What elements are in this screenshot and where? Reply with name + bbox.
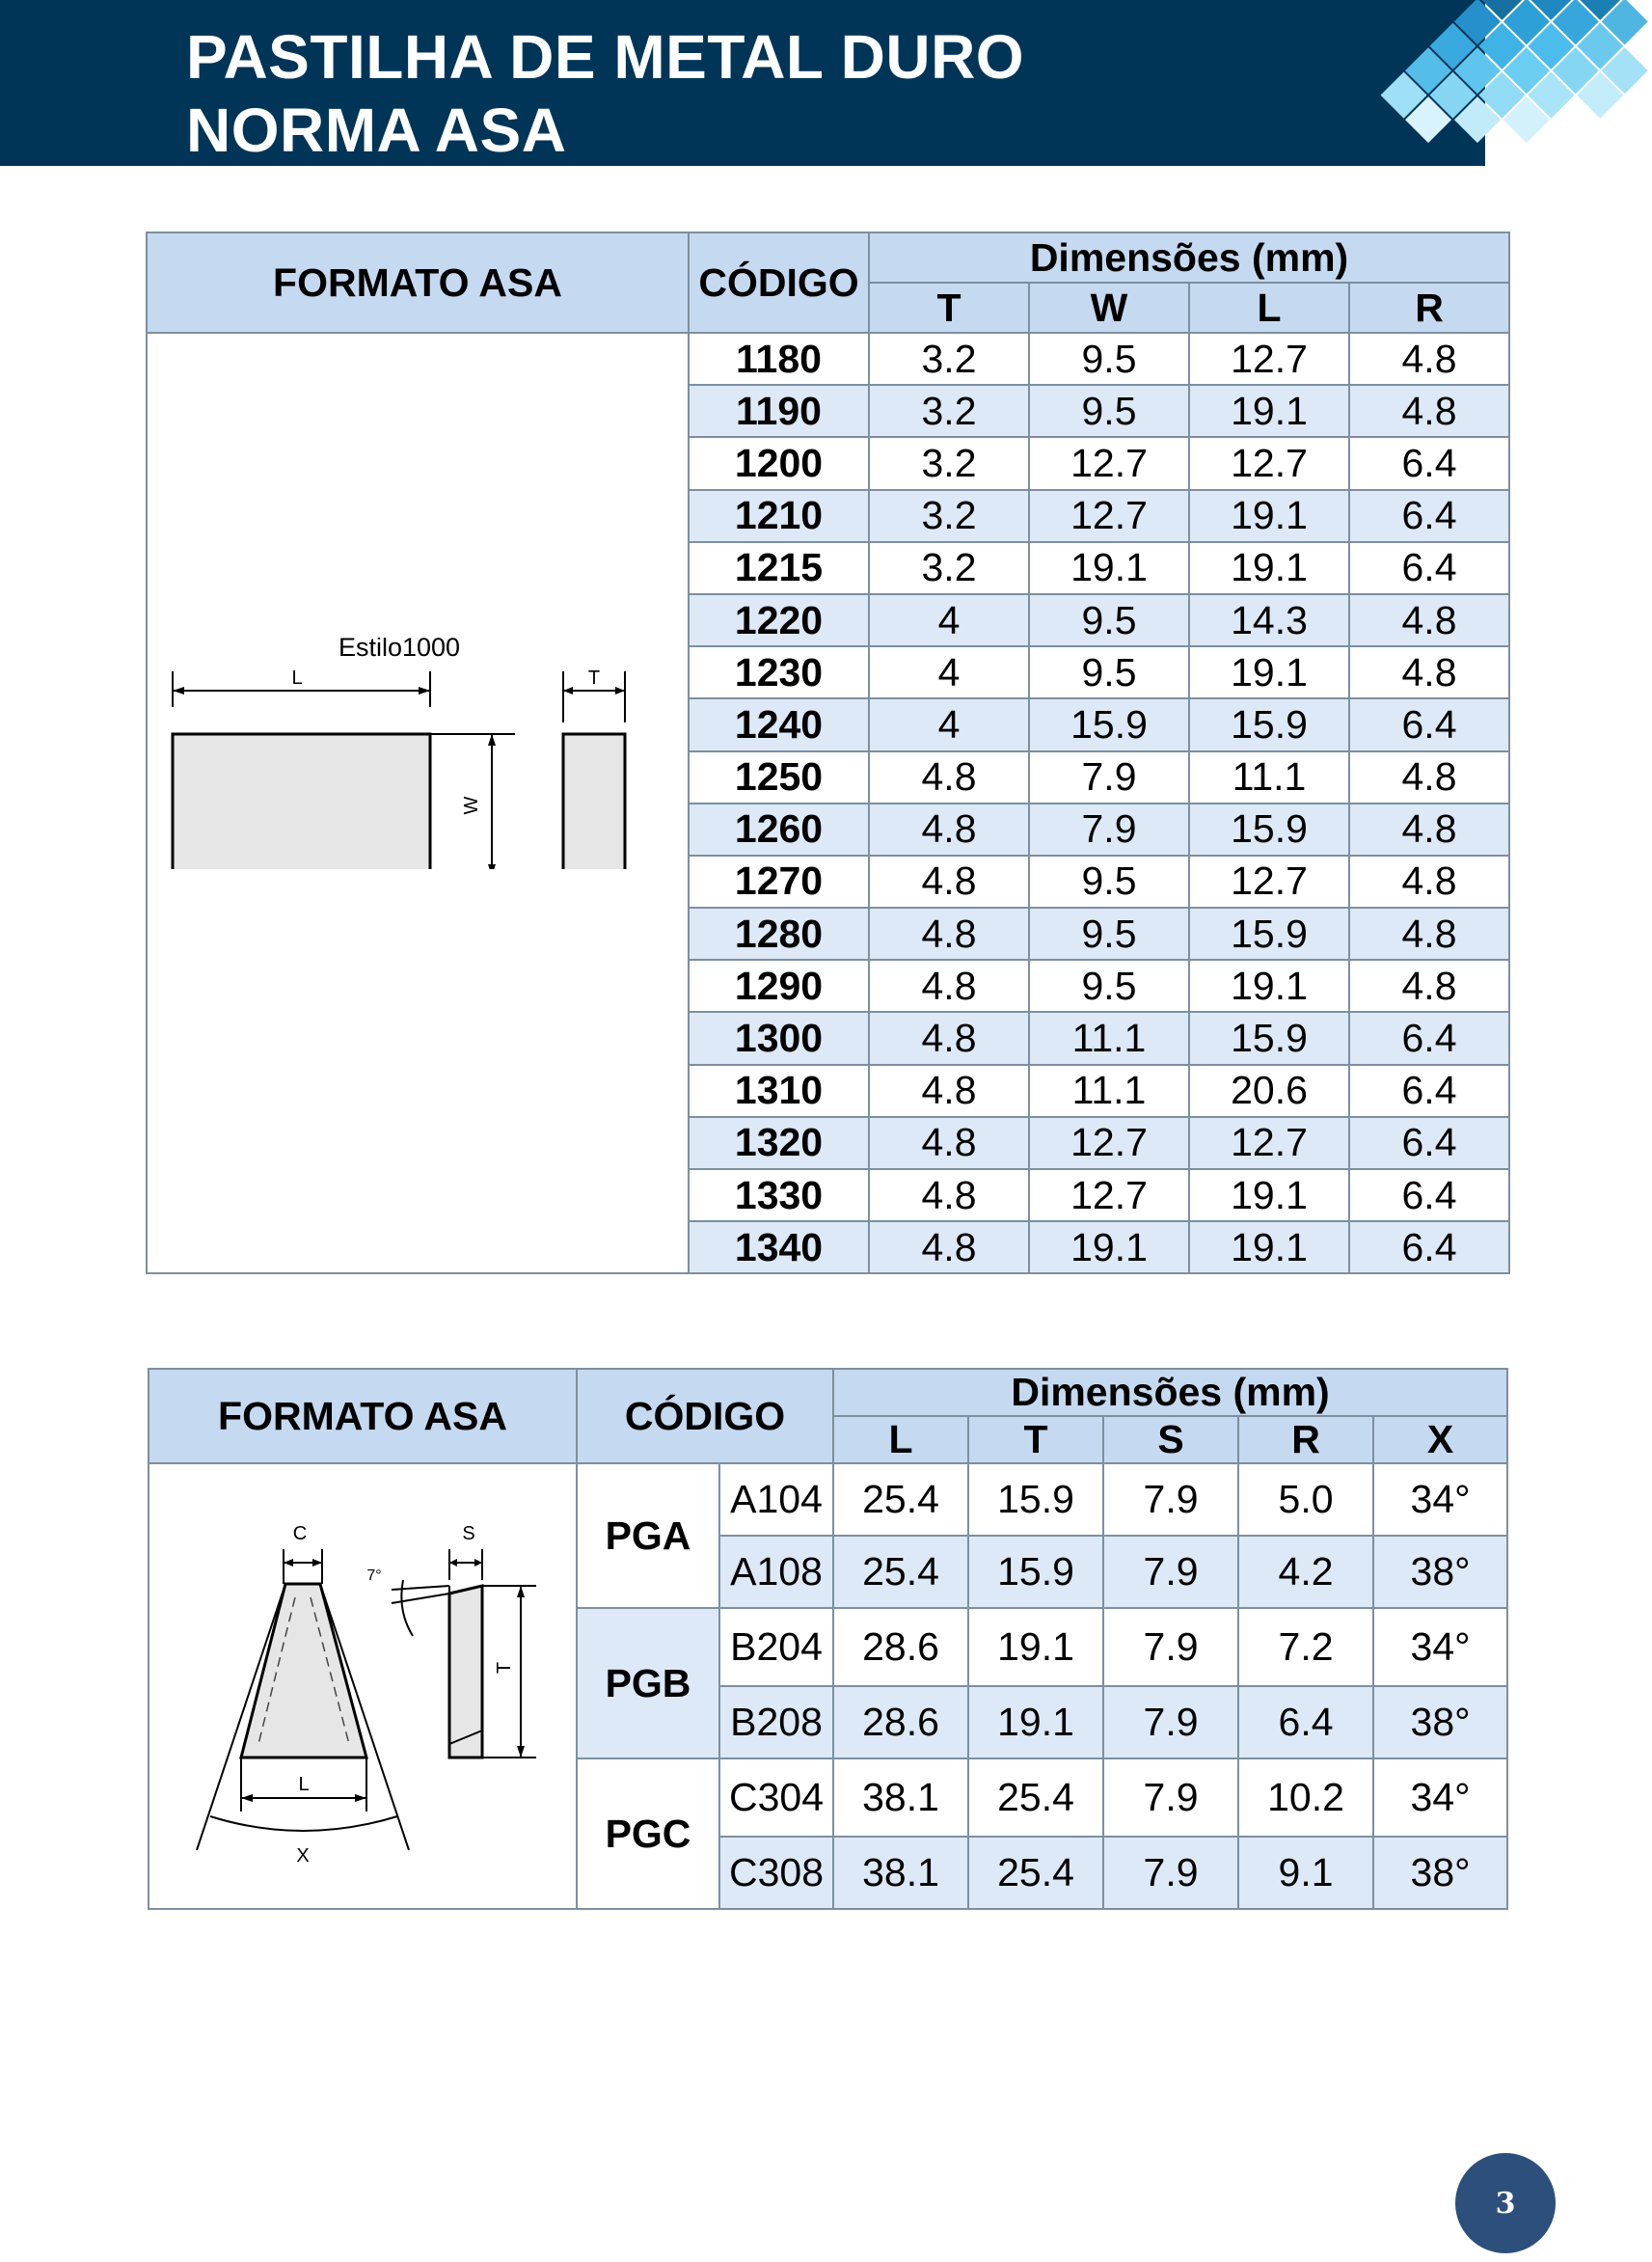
insert-top-view (173, 734, 430, 869)
diamond-mosaic-decoration (1350, 0, 1652, 232)
page-title-line2: NORMA ASA (186, 95, 567, 165)
dim-label-l: L (291, 668, 303, 689)
dim-w-value: 15.9 (1029, 698, 1189, 750)
dim-r-value: 4.8 (1349, 804, 1509, 856)
dim-l-value: 19.1 (1189, 542, 1349, 594)
dim-t-value: 4.8 (869, 856, 1029, 908)
dim-w-value: 9.5 (1029, 333, 1189, 385)
header-dim-t: T (869, 283, 1029, 333)
insert-code: B208 (719, 1686, 833, 1758)
insert-code: 1320 (689, 1117, 869, 1169)
header-codigo: CÓDIGO (689, 232, 869, 333)
insert-code: 1330 (689, 1169, 869, 1221)
dim-r-value: 6.4 (1349, 437, 1509, 489)
dim-t-value: 15.9 (968, 1463, 1103, 1536)
dim-w-value: 12.7 (1029, 437, 1189, 489)
dim-t-value: 4.8 (869, 1169, 1029, 1221)
dim-l-value: 38.1 (833, 1758, 968, 1837)
dim-t-value: 4 (869, 594, 1029, 646)
header2-dim-l: L (833, 1416, 968, 1463)
header2-dim-r: R (1238, 1416, 1373, 1463)
insert-code: 1340 (689, 1221, 869, 1273)
dim-l-value: 19.1 (1189, 385, 1349, 437)
dim-l-value: 19.1 (1189, 490, 1349, 542)
page-header (0, 0, 1485, 166)
dim-l-value: 12.7 (1189, 856, 1349, 908)
dim-t-value: 19.1 (968, 1686, 1103, 1758)
header-dim-r: R (1349, 283, 1509, 333)
group-code: PGC (577, 1758, 719, 1909)
dim-l-value: 12.7 (1189, 437, 1349, 489)
insert-code: 1210 (689, 490, 869, 542)
dim-s-value: 7.9 (1103, 1686, 1238, 1758)
dim-label-s: S (462, 1523, 475, 1544)
dim-label-t2: T (494, 1661, 515, 1675)
dim-r-value: 4.2 (1238, 1536, 1373, 1608)
dim-l-value: 25.4 (833, 1463, 968, 1536)
dim-l-value: 28.6 (833, 1686, 968, 1758)
dim-x-value: 34° (1373, 1758, 1507, 1837)
dim-r-value: 4.8 (1349, 908, 1509, 960)
group-code: PGA (577, 1463, 719, 1608)
dim-s-value: 7.9 (1103, 1463, 1238, 1536)
dim-label-w: W (461, 796, 482, 815)
insert-code: 1260 (689, 804, 869, 856)
dim-t-value: 4.8 (869, 1065, 1029, 1117)
dim-r-value: 4.8 (1349, 751, 1509, 804)
group-code: PGB (577, 1608, 719, 1758)
asa-insert-table-1 (146, 232, 1510, 1274)
dim-s-value: 7.9 (1103, 1758, 1238, 1837)
dim-w-value: 9.5 (1029, 960, 1189, 1012)
asa-insert-table-2 (148, 1368, 1508, 1910)
dim-w-value: 12.7 (1029, 490, 1189, 542)
insert-code: 1310 (689, 1065, 869, 1117)
header-dim-w: W (1029, 283, 1189, 333)
insert-side-view (563, 734, 625, 869)
dim-l-value: 28.6 (833, 1608, 968, 1686)
dim-r-value: 4.8 (1349, 856, 1509, 908)
insert-code: B204 (719, 1608, 833, 1686)
dim-r-value: 6.4 (1349, 490, 1509, 542)
dim-t-value: 25.4 (968, 1837, 1103, 1909)
dim-r-value: 6.4 (1349, 1221, 1509, 1273)
style-label: Estilo1000 (338, 638, 461, 662)
dim-l-value: 12.7 (1189, 333, 1349, 385)
dim-l-value: 38.1 (833, 1837, 968, 1909)
dim-t-value: 3.2 (869, 385, 1029, 437)
dim-t-value: 4.8 (869, 1221, 1029, 1273)
dim-r-value: 9.1 (1238, 1837, 1373, 1909)
dim-w-value: 12.7 (1029, 1117, 1189, 1169)
dim-l-value: 15.9 (1189, 908, 1349, 960)
header-codigo-2: CÓDIGO (577, 1369, 833, 1463)
dim-t-value: 15.9 (968, 1536, 1103, 1608)
dim-l-value: 15.9 (1189, 1012, 1349, 1064)
header2-dim-t: T (968, 1416, 1103, 1463)
header2-dim-s: S (1103, 1416, 1238, 1463)
dim-label-c: C (292, 1523, 308, 1544)
dim-w-value: 7.9 (1029, 804, 1189, 856)
insert-code: 1270 (689, 856, 869, 908)
dim-t-value: 4.8 (869, 960, 1029, 1012)
dim-r-value: 6.4 (1349, 1065, 1509, 1117)
dim-t-value: 4.8 (869, 908, 1029, 960)
dim-r-value: 4.8 (1349, 960, 1509, 1012)
dim-x-value: 34° (1373, 1608, 1507, 1686)
dim-s-value: 7.9 (1103, 1608, 1238, 1686)
format-figure-cell-2 (149, 1463, 577, 1909)
dim-l-value: 12.7 (1189, 1117, 1349, 1169)
dim-label-l2: L (298, 1774, 310, 1795)
insert-code: 1230 (689, 646, 869, 698)
dim-x-value: 34° (1373, 1463, 1507, 1536)
dim-w-value: 11.1 (1029, 1012, 1189, 1064)
dim-w-value: 9.5 (1029, 385, 1189, 437)
dim-r-value: 6.4 (1349, 1169, 1509, 1221)
dim-w-value: 9.5 (1029, 856, 1189, 908)
insert-code: C304 (719, 1758, 833, 1837)
dim-x-value: 38° (1373, 1536, 1507, 1608)
dim-label-angle: 7° (366, 1567, 382, 1584)
page-title-line1: PASTILHA DE METAL DURO (186, 22, 1025, 92)
table-row (147, 333, 1509, 385)
header-dimensoes: Dimensões (mm) (869, 232, 1509, 283)
insert-code: 1180 (689, 333, 869, 385)
insert-front-view (241, 1584, 366, 1758)
dim-r-value: 6.4 (1349, 1012, 1509, 1064)
dim-w-value: 19.1 (1029, 1221, 1189, 1273)
dim-w-value: 12.7 (1029, 1169, 1189, 1221)
header2-dim-x: X (1373, 1416, 1507, 1463)
dim-w-value: 11.1 (1029, 1065, 1189, 1117)
header-formato-asa: FORMATO ASA (147, 232, 689, 333)
dim-l-value: 19.1 (1189, 1169, 1349, 1221)
insert-code: 1215 (689, 542, 869, 594)
dim-l-value: 11.1 (1189, 751, 1349, 804)
dim-w-value: 9.5 (1029, 908, 1189, 960)
dim-t-value: 4.8 (869, 804, 1029, 856)
insert-code: C308 (719, 1837, 833, 1909)
insert-code: 1200 (689, 437, 869, 489)
dim-w-value: 7.9 (1029, 751, 1189, 804)
dim-r-value: 6.4 (1349, 542, 1509, 594)
dim-r-value: 7.2 (1238, 1608, 1373, 1686)
insert-code: 1190 (689, 385, 869, 437)
dim-l-value: 14.3 (1189, 594, 1349, 646)
dim-r-value: 6.4 (1238, 1686, 1373, 1758)
dim-t-value: 3.2 (869, 333, 1029, 385)
dim-l-value: 19.1 (1189, 646, 1349, 698)
dim-r-value: 6.4 (1349, 1117, 1509, 1169)
dim-x-value: 38° (1373, 1686, 1507, 1758)
format-figure-cell (147, 333, 689, 1273)
dim-t-value: 4 (869, 646, 1029, 698)
header-dim-l: L (1189, 283, 1349, 333)
dim-t-value: 3.2 (869, 437, 1029, 489)
insert-code: 1290 (689, 960, 869, 1012)
insert-code: A104 (719, 1463, 833, 1536)
dim-t-value: 4 (869, 698, 1029, 750)
insert-code: 1280 (689, 908, 869, 960)
dim-t-value: 4.8 (869, 751, 1029, 804)
header-formato-asa-2: FORMATO ASA (149, 1369, 577, 1463)
dim-r-value: 10.2 (1238, 1758, 1373, 1837)
dim-l-value: 19.1 (1189, 960, 1349, 1012)
insert-code: 1220 (689, 594, 869, 646)
dim-s-value: 7.9 (1103, 1837, 1238, 1909)
dim-l-value: 15.9 (1189, 698, 1349, 750)
dim-w-value: 19.1 (1029, 542, 1189, 594)
dim-r-value: 4.8 (1349, 594, 1509, 646)
page-number-badge: 3 (1455, 2153, 1556, 2253)
insert-code: A108 (719, 1536, 833, 1608)
dim-l-value: 20.6 (1189, 1065, 1349, 1117)
dim-label-t: T (587, 668, 601, 689)
dim-t-value: 3.2 (869, 490, 1029, 542)
dim-r-value: 4.8 (1349, 385, 1509, 437)
dim-x-value: 38° (1373, 1837, 1507, 1909)
dim-w-value: 9.5 (1029, 594, 1189, 646)
table-row (149, 1463, 1507, 1536)
dim-t-value: 4.8 (869, 1012, 1029, 1064)
dim-w-value: 9.5 (1029, 646, 1189, 698)
dim-s-value: 7.9 (1103, 1536, 1238, 1608)
header-dimensoes-2: Dimensões (mm) (833, 1369, 1507, 1416)
insert-code: 1300 (689, 1012, 869, 1064)
dim-r-value: 6.4 (1349, 698, 1509, 750)
pg-insert-diagram (150, 1503, 575, 1908)
insert-code: 1240 (689, 698, 869, 750)
dim-t-value: 3.2 (869, 542, 1029, 594)
style1000-insert-diagram (149, 638, 687, 869)
dim-l-value: 25.4 (833, 1536, 968, 1608)
dim-r-value: 4.8 (1349, 646, 1509, 698)
dim-t-value: 25.4 (968, 1758, 1103, 1837)
insert-code: 1250 (689, 751, 869, 804)
dim-l-value: 19.1 (1189, 1221, 1349, 1273)
dim-label-x: X (296, 1845, 310, 1867)
dim-l-value: 15.9 (1189, 804, 1349, 856)
dim-r-value: 4.8 (1349, 333, 1509, 385)
dim-r-value: 5.0 (1238, 1463, 1373, 1536)
dim-t-value: 19.1 (968, 1608, 1103, 1686)
dim-t-value: 4.8 (869, 1117, 1029, 1169)
